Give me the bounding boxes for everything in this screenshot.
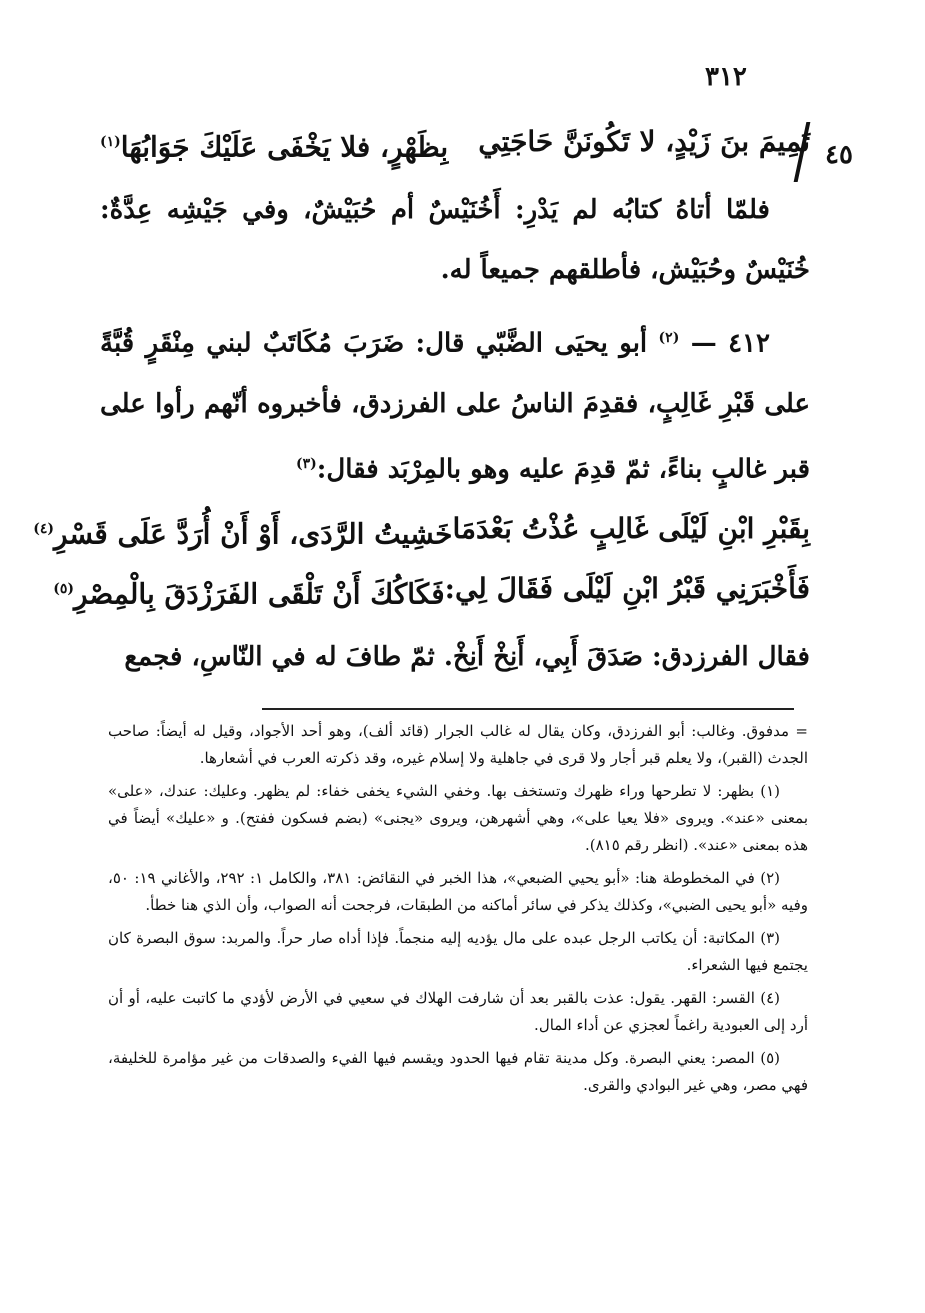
- spacer: [100, 172, 810, 180]
- entry-number: ٤١٢ —: [679, 328, 770, 359]
- paragraph: فقال الفرزدق: صَدَقَ أَبِي، أَنِخْ أَنِخْ. ثمّ طافَ له في النّاسِ، فجمع: [124, 642, 810, 673]
- footnote-continuation: = مدفوق. وغالب: أبو الفرزدق، وكان يقال له غالب الجرار (قائد ألف)، وهو أحد الأجواد، وقيل له أيضاً: صاحب الجدث (القبر)، ولا يعلم قبر أجار ولا قرى في جاهلية ولا إسلام غيره، وقد ذكرته العرب في أشعارها.: [108, 722, 808, 767]
- footnote-2: (٢) في المخطوطة هنا: «أبو يحيي الضبعي»، هذا الخبر في النقائض: ٣٨١، والكامل ١: ٢٩٢، والأغاني ١٩: ٥٠، وفيه «أبو يحيى الضبي»، وكذلك يذكر في سائر أماكنه من الطبقات، فرجحت أنه الصواب، وأن الذي هنا خطأ.: [108, 869, 808, 914]
- footnote-marker: (٥): [53, 581, 74, 598]
- spacer: [100, 300, 810, 308]
- verse-first-hemistich: بِقَبْرِ ابْنِ لَيْلَى غَالِبٍ عُذْتُ بَعْدَمَا: [452, 512, 810, 546]
- verse-opening: [100, 112, 810, 172]
- verse-second-hemistich-text: بِظَهْرٍ، فلا يَخْفَى عَلَيْكَ جَوَابُهَا: [120, 130, 449, 164]
- footnote-divider: [262, 708, 794, 710]
- paragraph: فلمّا أتاهُ كتابُه لم يَدْرِ: أَخُنَيْسٌ أم حُبَيْشٌ، وفي جَيْشِه عِدَّةٌ: خُنَيْسٌ وحُبَيْش، فأطلقهم جميعاً له.: [100, 195, 810, 285]
- footnotes: [108, 718, 808, 1105]
- footnote-marker: (٣): [295, 455, 317, 472]
- verse-second-hemistich-text: خَشِيتُ الرَّدَى، أَوْ أَنْ أُرَدَّ عَلَى قَسْرِ: [53, 517, 453, 551]
- main-text: [33, 112, 810, 687]
- verse-second-hemistich: [53, 559, 444, 619]
- footnote-1: (١) بظهر: لا تطرحها وراء ظهرك وتستخف بها. وخفي الشيء يخفى خفاء: لم يظهر. وعليك: عندك، «على» بمعنى «عند». ويروى «فلا يعيا على»، وهي أشهرهن، ويروى «يجنى» (بضم فسكون ففتح). و «عليك» أيضاً في هذه بمعنى «عند». (انظر رقم ٨١٥).: [108, 782, 808, 854]
- spacer: [100, 619, 810, 627]
- verse-1: [33, 499, 810, 559]
- footnote-marker: (١): [100, 134, 121, 150]
- footnote-marker: (٢): [658, 330, 680, 346]
- footnote-4: (٤) القسر: القهر. يقول: عذت بالقبر بعد أن شارفت الهلاك في سعيي في الأرض لأؤدي ما كاتبت عليه، أو أن أرد إلى العبودية راغماً لعجزي عن أداء المال.: [108, 989, 808, 1034]
- verse-2: [53, 559, 810, 619]
- verse-first-hemistich: فَأَخْبَرَنِي قَبْرُ ابْنِ لَيْلَى فَقَالَ لِي:: [444, 572, 810, 606]
- line-number: ٤٥: [825, 140, 853, 170]
- verse-second-hemistich-text: فَكَاكُكَ أَنْ تَلْقَى الفَرَزْدَقَ بِالْمِصْرِ: [73, 577, 445, 611]
- verse-second-hemistich: [33, 499, 452, 559]
- page-number: ٣١٢: [705, 62, 747, 92]
- verse-first-hemistich: تَمِيمَ بنَ زَيْدٍ، لا تَكُونَنَّ حَاجَتِي: [478, 125, 810, 158]
- paragraph-412: [100, 308, 810, 499]
- footnote-marker: (٤): [33, 521, 54, 538]
- footnote-3: (٣) المكاتبة: أن يكاتب الرجل عبده على مال يؤديه إليه منجماً. فإذا أداه صار حراً. والمربد: سوق البصرة كان يجتمع فيها الشعراء.: [108, 929, 808, 974]
- verse-second-hemistich: [100, 112, 448, 172]
- footnote-5: (٥) المصر: يعني البصرة. وكل مدينة تقام فيها الحدود ويقسم فيها الفيء والصدقات من غير مؤامرة للخليفة، فهي مصر، وهي غير البوادي والقرى.: [108, 1049, 808, 1094]
- paragraph-text: أبو يحيَى الضَّبّي قال: ضَرَبَ مُكَاتَبٌ لبني مِنْقَرٍ قُبَّةً على قَبْرِ غَالِبٍ، فقدِمَ الناسُ على الفرزدق، فأخبروه أنّهم رأوا على قبر غالبٍ بناءً، ثمّ قدِمَ عليه وهو بالمِرْبَد فقال:: [100, 328, 810, 485]
